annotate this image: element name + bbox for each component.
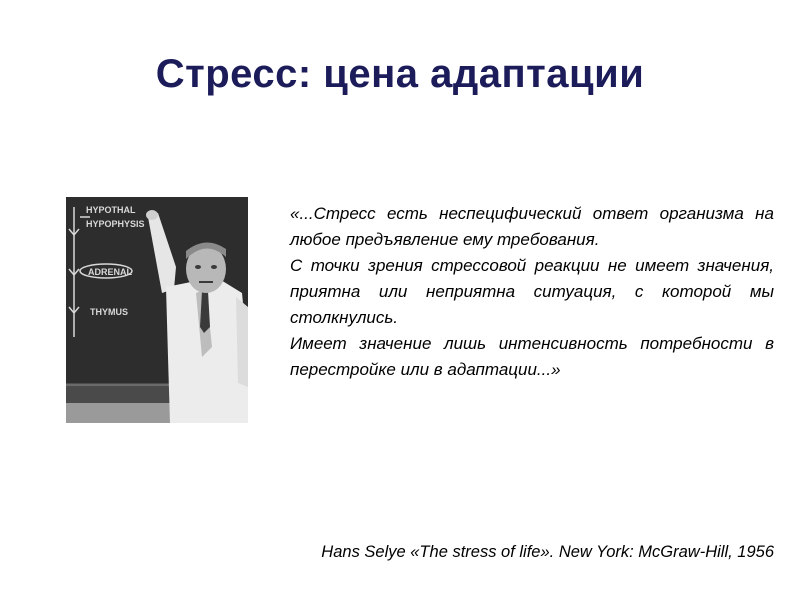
selye-photo (66, 197, 248, 423)
citation: Hans Selye «The stress of life». New York: McGraw-Hill, 1956 (321, 543, 774, 561)
chalk-word: HYPOPHYSIS (86, 219, 145, 229)
quote-paragraph: «...Стресс есть неспецифический ответ организма на любое предъявление ему требования. (290, 204, 774, 249)
photo-illustration (66, 197, 248, 423)
quote-paragraph: С точки зрения стрессовой реакции не имеет значения, приятна или неприятна ситуация, с которой мы столкнулись. (290, 256, 774, 327)
selye-quote (290, 201, 774, 383)
chalk-word: THYMUS (90, 307, 128, 317)
chalk-word: ADRENAL (88, 267, 132, 277)
slide-title: Стресс: цена адаптации (155, 52, 645, 96)
quote-paragraph: Имеет значение лишь интенсивность потребности в перестройке или в адаптации...» (290, 334, 774, 379)
chalk-word: HYPOTHAL (86, 205, 136, 215)
